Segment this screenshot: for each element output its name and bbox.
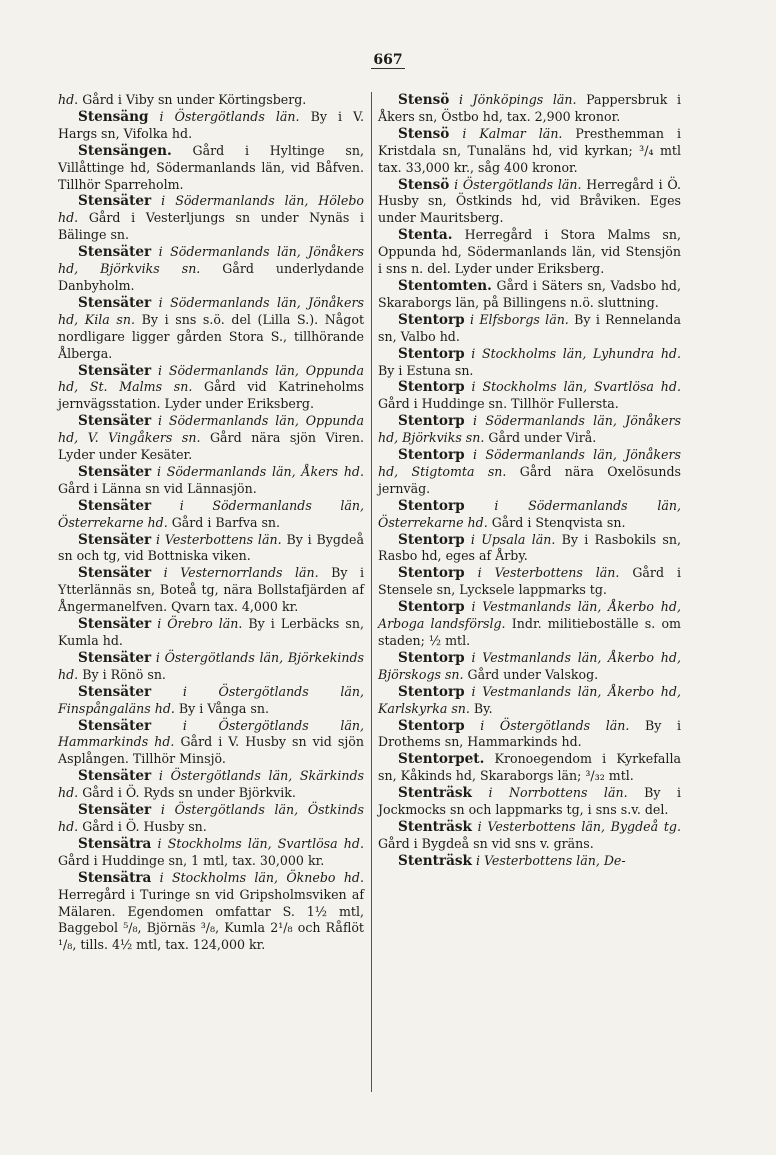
entry-text: Gård i Huddinge sn, 1 mtl, tax. 30,000 kr.	[58, 852, 325, 868]
gazetteer-entry	[58, 836, 364, 870]
entry-location: i Östergötlands län, Finspångaläns hd.	[58, 683, 364, 716]
gazetteer-entry	[58, 363, 364, 414]
gazetteer-entry	[58, 498, 364, 532]
entry-text: Gård i Länna sn vid Lännasjön.	[58, 480, 257, 496]
entry-text: Gård nära sjön Viren. Lyder under Kesäter.	[58, 430, 364, 463]
entry-text: Gård i Ö. Ryds sn under Björkvik.	[78, 785, 296, 801]
entry-text: Gård i Huddinge sn. Tillhör Fullersta.	[378, 396, 619, 412]
gazetteer-entry	[378, 565, 681, 599]
entry-text: Indr. militieboställe s. om staden; ½ mtl.	[378, 616, 682, 648]
entry-headword: Stentomten.	[398, 277, 492, 294]
entry-location: i Södermanlands län, Jönåkers hd, Stigtomta sn.	[378, 447, 681, 479]
entry-headword: Stensäter	[78, 294, 152, 311]
entry-headword: Stensäter	[78, 649, 152, 666]
entry-location: i Södermanlands län, Åkers hd.	[151, 463, 364, 479]
entry-text: Herregård i Turinge sn vid Gripsholmsviken af Mälaren. Egendomen omfattar S. 1½ mtl, Baggebol ⁵/₈, Björnäs ³/₈, Kumla 2¹/₈ och Råflöt ¹/₈, tills. 4½ mtl, tax. 124,000 kr.	[58, 886, 364, 953]
entry-headword: Stensö	[398, 176, 450, 193]
gazetteer-entry	[378, 227, 681, 278]
entry-location: i Vesternorrlands län.	[151, 565, 319, 581]
entry-text: Gård i Barfva sn.	[167, 514, 281, 530]
entry-location: i Östergötlands län, Hammarkinds hd.	[58, 717, 364, 750]
entry-text: Gård under Virå.	[484, 430, 597, 446]
entry-headword: Stentorp	[398, 345, 465, 362]
entry-location: i Norrbottens län.	[471, 785, 628, 801]
gazetteer-entry	[58, 650, 364, 684]
entry-text: Herregård i Stora Malms sn, Oppunda hd, Södermanlands län, vid Stensjön i sns n. del. Lyder under Eriksberg.	[378, 227, 681, 277]
entry-text: By.	[469, 700, 493, 716]
entry-location: i Elfsborgs län.	[464, 311, 569, 327]
entry-text: By i Rennelanda sn, Valbo hd.	[378, 311, 681, 344]
entry-headword: Stensäter	[78, 616, 152, 633]
entry-location: i Vesterbottens län.	[464, 565, 620, 581]
entry-text: Gård i Viby sn under Körtingsberg.	[78, 92, 307, 107]
entry-headword: Stensäter	[78, 497, 152, 514]
entry-text: Gård i Ö. Husby sn.	[78, 818, 207, 834]
gazetteer-entry	[378, 599, 681, 650]
entry-text: By i Jockmocks sn och lappmarks tg, i sns s.v. del.	[378, 785, 682, 818]
gazetteer-entry	[58, 802, 364, 836]
entry-location: hd.	[58, 92, 79, 107]
entry-text: Pappersbruk i Åkers sn, Östbo hd, tax. 2,900 kronor.	[378, 92, 681, 124]
gazetteer-entry	[378, 684, 681, 718]
entry-location: i Upsala län.	[464, 531, 556, 547]
entry-headword: Stentorp	[398, 379, 465, 396]
gazetteer-entry	[378, 751, 681, 785]
gazetteer-entry	[58, 92, 364, 109]
entry-text: Gård i Stensele sn, Lycksele lappmarks tg.	[378, 565, 682, 598]
entry-headword: Stensäter	[78, 565, 152, 582]
gazetteer-entry	[58, 244, 364, 295]
gazetteer-entry	[378, 413, 681, 447]
entry-location: i Södermanlands län, Jönåkers hd, Kila sn.	[58, 294, 364, 327]
entry-location: i Södermanlands län, Jönåkers hd, Björkviks sn.	[58, 244, 364, 277]
entry-location: i Stockholms län, Öknebo hd.	[151, 869, 364, 885]
gazetteer-entry	[378, 498, 681, 532]
entry-text: By i Lerbäcks sn, Kumla hd.	[58, 616, 364, 648]
entry-location: i Södermanlands län, Oppunda hd, St. Malms sn.	[58, 362, 364, 395]
entry-headword: Stensäter	[78, 768, 152, 785]
entry-location: i Vesterbottens län.	[151, 531, 282, 547]
entry-location: i Vestmanlands län, Åkerbo hd, Björskogs sn.	[378, 649, 681, 682]
gazetteer-entry	[58, 565, 364, 616]
column-divider	[371, 92, 372, 1092]
entry-text: Kronoegendom i Kyrkefalla sn, Kåkinds hd, Skaraborgs län; ³/₃₂ mtl.	[378, 751, 681, 784]
entry-headword: Stensäter	[78, 362, 152, 379]
entry-text: Gård nära Oxelösunds jernväg.	[378, 463, 681, 496]
entry-location: i Södermanlands län, Österrekarne hd.	[378, 497, 681, 530]
gazetteer-entry	[378, 718, 681, 752]
entry-headword: Stentorp	[398, 649, 465, 666]
left-column	[58, 92, 364, 954]
entry-headword: Stentorp	[398, 497, 465, 514]
gazetteer-entry	[58, 718, 364, 769]
gazetteer-entry	[58, 616, 364, 650]
entry-location: i Vestmanlands län, Åkerbo hd, Arboga landsförslg.	[378, 599, 681, 632]
entry-headword: Stensäter	[78, 413, 152, 430]
gazetteer-entry	[378, 312, 681, 346]
entry-location: i Södermanlands län, Österrekarne hd.	[58, 497, 364, 530]
entry-location: i Östergötlands län, Östkinds hd.	[58, 802, 364, 834]
entry-text: Gård underlydande Danbyholm.	[58, 261, 364, 293]
gazetteer-entry	[378, 379, 681, 413]
entry-location: i Östergötlands län.	[449, 176, 582, 192]
entry-location: i Örebro län.	[151, 616, 243, 632]
entry-location: i Östergötlands län, Björkekinds hd.	[58, 649, 364, 682]
entry-headword: Stensäter	[78, 802, 152, 819]
entry-headword: Stenträsk	[398, 785, 472, 802]
entry-text: By i Rönö sn.	[78, 666, 166, 682]
page-number: 667	[373, 52, 403, 68]
entry-location: i Kalmar län.	[449, 125, 563, 141]
entry-text: Gård i Hyltinge sn, Villåttinge hd, Södermanlands län, vid Båfven. Tillhör Sparreholm.	[58, 142, 364, 192]
gazetteer-entry	[378, 346, 681, 380]
entry-text: Gård i Bygdeå sn vid sns v. gräns.	[378, 835, 594, 851]
entry-location: i Jönköpings län.	[449, 92, 577, 107]
entry-text: Presthemman i Kristdala sn, Tunaläns hd, vid kyrkan; ³/₄ mtl tax. 33,000 kr., såg 400 kronor.	[378, 125, 681, 175]
entry-location: i Stockholms län, Lyhundra hd.	[464, 345, 681, 361]
gazetteer-entry	[378, 532, 681, 566]
entry-headword: Stentorp	[398, 447, 465, 464]
right-column	[378, 92, 681, 870]
gazetteer-entry	[58, 464, 364, 498]
entry-headword: Stentorp	[398, 311, 465, 328]
entry-text: By i Ytterlännäs sn, Boteå tg, nära Bollstafjärden af Ångermanelfven. Qvarn tax. 4,000 kr.	[58, 565, 364, 615]
entry-text: By i Estuna sn.	[378, 362, 474, 378]
gazetteer-entry	[58, 413, 364, 464]
entry-text: Gård vid Katrineholms jernvägsstation. Lyder under Eriksberg.	[58, 379, 364, 412]
entry-headword: Stensätra	[78, 835, 152, 852]
entry-location: i Östergötlands län.	[464, 717, 630, 733]
entry-headword: Stentorp	[398, 717, 465, 734]
gazetteer-entry	[378, 92, 681, 126]
gazetteer-entry	[58, 870, 364, 955]
entry-headword: Stensö	[398, 92, 450, 108]
entry-text: By i Drothems sn, Hammarkinds hd.	[378, 717, 681, 750]
entry-headword: Stensäter	[78, 463, 152, 480]
gazetteer-entry	[58, 109, 364, 143]
entry-location: i Södermanlands län, Jönåkers hd, Björkviks sn.	[378, 413, 681, 446]
entry-text: By i Rasbokils sn, Rasbo hd, eges af Årby.	[378, 531, 681, 564]
gazetteer-entry	[378, 785, 681, 819]
entry-text: By i V. Hargs sn, Vifolka hd.	[58, 108, 364, 141]
entry-location: i Södermanlands län, Hölebo hd.	[58, 193, 364, 226]
gazetteer-entry	[378, 853, 681, 870]
entry-headword: Stenträsk	[398, 852, 472, 869]
entry-location: i Stockholms län, Svartlösa hd.	[464, 379, 681, 395]
gazetteer-entry	[378, 177, 681, 228]
gazetteer-entry	[378, 447, 681, 498]
gazetteer-entry	[58, 532, 364, 566]
gazetteer-entry	[58, 193, 364, 244]
entry-text: Gård under Valskog.	[463, 666, 599, 682]
entry-headword: Stensäng	[78, 108, 149, 125]
entry-headword: Stensängen.	[78, 142, 172, 159]
gazetteer-entry	[58, 295, 364, 363]
entry-headword: Stentorpet.	[398, 751, 485, 768]
entry-headword: Stensäter	[78, 244, 152, 261]
entry-text: By i Bygdeå sn och tg, vid Bottniska viken.	[58, 531, 364, 564]
entry-text: By i Vånga sn.	[174, 700, 270, 716]
entry-location: i Vesterbottens län, De-	[471, 852, 626, 868]
entry-headword: Stentorp	[398, 683, 465, 700]
entry-headword: Stensäter	[78, 531, 152, 548]
entry-text: Gård i Stenqvista sn.	[487, 514, 626, 530]
entry-location: i Östergötlands län.	[148, 108, 300, 124]
gazetteer-entry	[378, 278, 681, 312]
gazetteer-entry	[58, 684, 364, 718]
gazetteer-entry	[378, 819, 681, 853]
gazetteer-entry	[378, 650, 681, 684]
entry-headword: Stentorp	[398, 599, 465, 616]
entry-text: Herregård i Ö. Husby sn, Östkinds hd, vid Bråviken. Eges under Mauritsberg.	[378, 176, 681, 226]
entry-location: i Vestmanlands län, Åkerbo hd, Karlskyrka sn.	[378, 683, 681, 716]
gazetteer-entry	[58, 143, 364, 194]
entry-headword: Stenträsk	[398, 818, 472, 835]
entry-text: Gård i V. Husby sn vid sjön Asplången. Tillhör Minsjö.	[58, 734, 364, 767]
entry-text: By i sns s.ö. del (Lilla S.). Något nordligare ligger gården Stora S., tillhörande Ålberga.	[58, 311, 365, 361]
entry-headword: Stensö	[398, 125, 450, 142]
entry-headword: Stentorp	[398, 413, 465, 430]
entry-headword: Stensätra	[78, 869, 152, 886]
entry-text: Gård i Säters sn, Vadsbo hd, Skaraborgs län, på Billingens n.ö. sluttning.	[378, 277, 681, 310]
gazetteer-entry	[378, 126, 681, 177]
entry-headword: Stensäter	[78, 717, 152, 734]
entry-headword: Stentorp	[398, 531, 465, 548]
entry-headword: Stentorp	[398, 565, 465, 582]
gazetteer-entry	[58, 768, 364, 802]
entry-headword: Stenta.	[398, 227, 453, 244]
entry-headword: Stensäter	[78, 683, 152, 700]
entry-location: i Östergötlands län, Skärkinds hd.	[58, 768, 364, 801]
entry-location: i Vesterbottens län, Bygdeå tg.	[471, 818, 681, 834]
entry-headword: Stensäter	[78, 193, 152, 210]
entry-location: i Södermanlands län, Oppunda hd, V. Vingåkers sn.	[58, 413, 364, 446]
entry-location: i Stockholms län, Svartlösa hd.	[151, 835, 364, 851]
entry-text: Gård i Vesterljungs sn under Nynäs i Bälinge sn.	[58, 210, 364, 243]
